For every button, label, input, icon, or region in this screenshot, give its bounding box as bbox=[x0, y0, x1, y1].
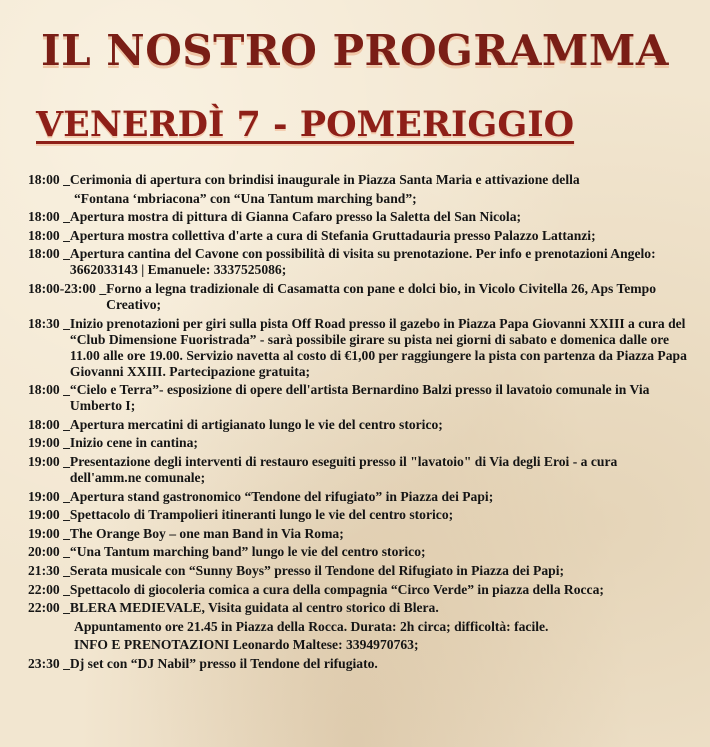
event-time: 22:00 bbox=[28, 600, 60, 616]
program-item: 23:30 _ Dj set con “DJ Nabil” presso il Tendone del rifugiato. bbox=[28, 656, 690, 672]
page-title: IL NOSTRO PROGRAMMA bbox=[41, 26, 669, 75]
program-item: 18:00-23:00 _ Forno a legna tradizionale di Casamatta con pane e dolci bio, in Vicolo Civitella 26, Aps Tempo Creativo; bbox=[28, 281, 690, 313]
program-item: 19:00 _ Presentazione degli interventi di restauro eseguiti presso il "lavatoio" di Via degli Eroi - a cura dell'amm.ne comunale; bbox=[28, 454, 690, 486]
program-item: 18:00 _ “Cielo e Terra”- esposizione di opere dell'artista Bernardino Balzi presso il lavatoio comunale in Via Umberto I; bbox=[28, 382, 690, 414]
program-item: 19:00 _ Spettacolo di Trampolieri itineranti lungo le vie del centro storico; bbox=[28, 507, 690, 523]
program-item: 18:00 _ Apertura mercatini di artigianato lungo le vie del centro storico; bbox=[28, 417, 690, 433]
event-description: Inizio prenotazioni per giri sulla pista Off Road presso il gazebo in Piazza Papa Giovanni XXIII a cura del “Club Dimensione Fuoristrada” - sarà possibile girare su pista nei giorni di sabato e domenica dalle ore 11.00 alle ore 19.00. Servizio navetta al costo di €1,00 per raggiungere la pista con partenza da Piazza Papa Giovanni XXIII. Partecipazione gratuita; bbox=[69, 315, 687, 379]
event-description: Serata musicale con “Sunny Boys” presso il Tendone del Rifugiato in Piazza dei Papi; bbox=[69, 562, 565, 578]
event-description: Inizio cene in cantina; bbox=[69, 435, 198, 451]
program-item: 22:00 _ BLERA MEDIEVALE, Visita guidata al centro storico di Blera. bbox=[28, 600, 690, 616]
program-item: 18:00 _ Apertura mostra di pittura di Gianna Cafaro presso la Saletta del San Nicola; bbox=[28, 209, 690, 225]
program-item: 18:00 _ Cerimonia di apertura con brindisi inaugurale in Piazza Santa Maria e attivazione della bbox=[28, 172, 690, 188]
event-time: 18:00 bbox=[28, 416, 60, 432]
program-list bbox=[28, 172, 690, 674]
event-time: 19:00 bbox=[28, 525, 60, 541]
event-description: Apertura mostra di pittura di Gianna Cafaro presso la Saletta del San Nicola; bbox=[69, 209, 522, 225]
event-time: 22:00 bbox=[28, 581, 60, 597]
event-time: 18:00-23:00 bbox=[28, 280, 96, 296]
program-item: 19:00 _ Apertura stand gastronomico “Tendone del rifugiato” in Piazza dei Papi; bbox=[28, 489, 690, 505]
event-time: 21:30 bbox=[28, 562, 60, 578]
event-time: 18:00 bbox=[28, 246, 60, 262]
event-time: 18:00 bbox=[28, 227, 60, 243]
event-time: 19:00 bbox=[28, 453, 60, 469]
event-time: 19:00 bbox=[28, 488, 60, 504]
event-time: 18:00 bbox=[28, 209, 60, 225]
event-description: Dj set con “DJ Nabil” presso il Tendone del rifugiato. bbox=[69, 655, 378, 671]
event-continuation: Appuntamento ore 21.45 in Piazza della Rocca. Durata: 2h circa; difficoltà: facile. bbox=[74, 618, 549, 634]
event-time: 19:00 bbox=[28, 435, 60, 451]
event-continuation: “Fontana ‘mbriacona” con “Una Tantum marching band”; bbox=[74, 190, 417, 206]
event-description: Apertura stand gastronomico “Tendone del rifugiato” in Piazza dei Papi; bbox=[69, 488, 494, 504]
event-description: Cerimonia di apertura con brindisi inaugurale in Piazza Santa Maria e attivazione della bbox=[69, 172, 580, 187]
event-description: Apertura mercatini di artigianato lungo le vie del centro storico; bbox=[69, 416, 443, 432]
event-time: 19:00 bbox=[28, 507, 60, 523]
event-description: Apertura cantina del Cavone con possibilità di visita su prenotazione. Per info e prenotazioni Angelo: 3662033143 | Emanuele: 3337525086; bbox=[69, 246, 656, 278]
event-description: Presentazione degli interventi di restauro eseguiti presso il "lavatoio" di Via degli Eroi - a cura dell'amm.ne comunale; bbox=[69, 453, 618, 485]
event-description: Spettacolo di giocoleria comica a cura della compagnia “Circo Verde” in piazza della Rocca; bbox=[69, 581, 604, 597]
program-item: 22:00 _ Spettacolo di giocoleria comica a cura della compagnia “Circo Verde” in piazza della Rocca; bbox=[28, 582, 690, 598]
program-item: 18:30 _ Inizio prenotazioni per giri sulla pista Off Road presso il gazebo in Piazza Papa Giovanni XXIII a cura del “Club Dimensione Fuoristrada” - sarà possibile girare su pista nei giorni di sabato e domenica dalle ore 11.00 alle ore 19.00. Servizio navetta al costo di €1,00 per raggiungere la pista con partenza da Piazza Papa Giovanni XXIII. Partecipazione gratuita; bbox=[28, 316, 690, 380]
program-item: 21:30 _ Serata musicale con “Sunny Boys” presso il Tendone del Rifugiato in Piazza dei Papi; bbox=[28, 563, 690, 579]
program-item: 18:00 _ Apertura cantina del Cavone con possibilità di visita su prenotazione. Per info e prenotazioni Angelo: 3662033143 | Emanuele: 3337525086; bbox=[28, 246, 690, 278]
section-title: VENERDÌ 7 - POMERIGGIO bbox=[36, 104, 575, 145]
event-time: 18:00 bbox=[28, 382, 60, 398]
event-description: The Orange Boy – one man Band in Via Roma; bbox=[69, 525, 344, 541]
event-time: 18:30 bbox=[28, 315, 60, 331]
event-time: 18:00 bbox=[28, 172, 60, 187]
event-description: Spettacolo di Trampolieri itineranti lungo le vie del centro storico; bbox=[69, 507, 454, 523]
event-time: 23:30 bbox=[28, 655, 60, 671]
event-continuation: INFO E PRENOTAZIONI Leonardo Maltese: 3394970763; bbox=[74, 637, 419, 653]
program-item: 20:00 _ “Una Tantum marching band” lungo le vie del centro storico; bbox=[28, 544, 690, 560]
program-item: 18:00 _ Apertura mostra collettiva d'arte a cura di Stefania Gruttadauria presso Palazzo Lattanzi; bbox=[28, 228, 690, 244]
event-description: Apertura mostra collettiva d'arte a cura di Stefania Gruttadauria presso Palazzo Lattanzi; bbox=[69, 227, 596, 243]
event-description: “Una Tantum marching band” lungo le vie del centro storico; bbox=[69, 544, 426, 560]
event-time: 20:00 bbox=[28, 544, 60, 560]
event-description: Forno a legna tradizionale di Casamatta con pane e dolci bio, in Vicolo Civitella 26, Aps Tempo Creativo; bbox=[106, 280, 656, 312]
event-description: “Cielo e Terra”- esposizione di opere dell'artista Bernardino Balzi presso il lavatoio comunale in Via Umberto I; bbox=[69, 382, 650, 414]
event-description: BLERA MEDIEVALE, Visita guidata al centro storico di Blera. bbox=[69, 600, 439, 616]
program-item: 19:00 _ The Orange Boy – one man Band in Via Roma; bbox=[28, 526, 690, 542]
program-item: 19:00 _ Inizio cene in cantina; bbox=[28, 435, 690, 451]
